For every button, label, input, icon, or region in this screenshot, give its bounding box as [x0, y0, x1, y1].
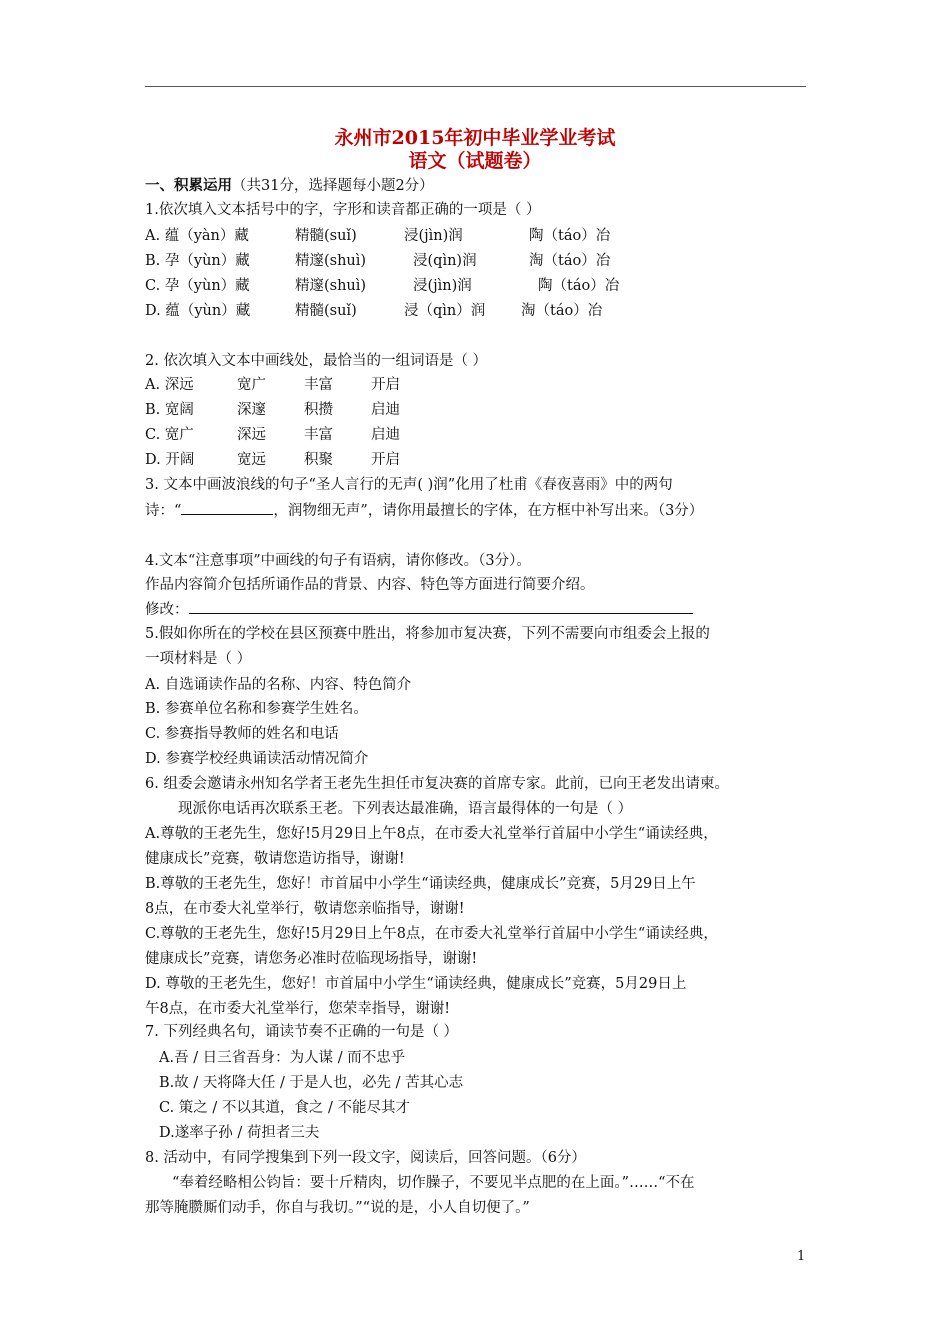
q1-a-4: 陶（táo）冶: [529, 228, 611, 244]
q1-d-4: 淘（táo）冶: [521, 303, 603, 319]
q2-b-2: 深邃: [237, 402, 266, 418]
q4-stem: 4.文本“注意事项”中画线的句子有语病，请你修改。（3分）。: [145, 553, 531, 569]
q1-d-2: 精髓(suǐ): [295, 303, 357, 319]
q2-c-2: 深远: [237, 427, 266, 443]
q3-line-2-pre: 诗：“: [145, 503, 182, 519]
q1-stem: 1.依次填入文本括号中的字，字形和读音都正确的一项是（ ）: [145, 202, 541, 218]
q6-line-c1: C.尊敬的王老先生，您好!5月29日上午8点，在市委大礼堂举行首届中小学生“诵读经典，: [145, 926, 718, 942]
q2-d-2: 宽远: [237, 452, 266, 468]
q2-a-4: 开启: [371, 377, 400, 393]
q2-b-3: 积攒: [304, 402, 333, 418]
header-rule: [145, 86, 806, 87]
q4-sentence: 作品内容简介包括所诵作品的背景、内容、特色等方面进行简要介绍。: [145, 577, 595, 593]
q5-stem-2: 一项材料是（ ）: [145, 651, 252, 667]
q2-c-4: 启迪: [371, 427, 400, 443]
q2-d-3: 积聚: [304, 452, 333, 468]
q1-c-3: 浸(jìn)润: [413, 278, 472, 294]
q1-c-1: C. 孕（yùn）藏: [145, 278, 250, 294]
exam-title: 永州市2015年初中毕业学业考试: [334, 127, 616, 149]
q1-d-3: 浸（qìn）润: [404, 303, 486, 319]
q7-option-b: B.故 / 天将降大任 / 于是人也，必先 / 苦其心志: [159, 1075, 464, 1091]
q5-option-c: C. 参赛指导教师的姓名和电话: [145, 726, 339, 742]
q7-option-c: C. 策之 / 不以其道，食之 / 不能尽其才: [159, 1100, 411, 1116]
q6-line-d1: D. 尊敬的王老先生，您好！市首届中小学生“诵读经典，健康成长”竞赛，5月29日上: [145, 976, 687, 992]
q1-a-2: 精髓(suǐ): [295, 228, 357, 244]
section-1-heading: [145, 176, 434, 196]
q3-answer-blank[interactable]: [181, 500, 273, 515]
q1-b-2: 精邃(shuì): [295, 253, 367, 269]
q1-c-4: 陶（táo）冶: [538, 278, 620, 294]
q3-line-2-post: ，润物细无声”，请你用最擅长的字体，在方框中补写出来。（3分）: [273, 503, 704, 519]
q4-fix-blank[interactable]: [189, 599, 693, 614]
q3-line-2: [145, 500, 703, 521]
q1-c-2: 精邃(shuì): [295, 278, 367, 294]
q2-d-1: D. 开阔: [145, 452, 195, 468]
page-number: 1: [797, 1249, 806, 1264]
q6-line-d2: 午8点，在市委大礼堂举行，您荣幸指导，谢谢!: [145, 1001, 451, 1017]
q8-paragraph-2: 那等腌臜厮们动手，你自与我切。”“说的是，小人自切便了。”: [145, 1200, 530, 1216]
q6-line-a2: 健康成长”竞赛，敬请您造访指导，谢谢!: [145, 851, 405, 867]
q2-a-3: 丰富: [304, 377, 333, 393]
q6-line-b1: B.尊敬的王老先生，您好！市首届中小学生“诵读经典，健康成长”竞赛，5月29日上午: [145, 876, 696, 892]
q8-stem: 8. 活动中，有同学搜集到下列一段文字，阅读后，回答问题。（6分）: [145, 1150, 586, 1166]
q1-a-3: 浸(jìn)润: [404, 228, 463, 244]
q3-line-1: 3. 文本中画波浪线的句子“圣人言行的无声( )润”化用了杜甫《春夜喜雨》中的两句: [145, 477, 673, 493]
q1-b-4: 淘（táo）冶: [529, 253, 611, 269]
q5-option-a: A. 自选诵读作品的名称、内容、特色简介: [145, 677, 412, 693]
q4-fix-line: [145, 599, 693, 620]
q7-option-d: D.遂率子孙 / 荷担者三夫: [159, 1125, 320, 1141]
q7-option-a: A.吾 / 日三省吾身：为人谋 / 而不忠乎: [159, 1050, 406, 1066]
q8-paragraph-1: “奉着经略相公钧旨：要十斤精肉，切作臊子，不要见半点肥的在上面。”……“不在: [172, 1175, 695, 1191]
q2-a-2: 宽广: [237, 377, 266, 393]
q6-stem-2: 现派你电话再次联系王老。下列表达最准确，语言最得体的一句是（ ）: [178, 801, 633, 817]
q2-c-3: 丰富: [304, 427, 333, 443]
q5-stem-1: 5.假如你所在的学校在县区预赛中胜出，将参加市复决赛，下列不需要向市组委会上报的: [145, 626, 710, 642]
exam-subtitle: 语文（试题卷）: [408, 150, 542, 172]
q2-c-1: C. 宽广: [145, 427, 194, 443]
section-1-title: 一、积累运用: [145, 177, 232, 194]
q6-line-b2: 8点，在市委大礼堂举行，敬请您亲临指导，谢谢!: [145, 901, 465, 917]
q1-b-3: 浸(qìn)润: [413, 253, 477, 269]
q2-d-4: 开启: [371, 452, 400, 468]
q1-a-1: A. 蕴（yàn）藏: [145, 228, 249, 244]
q2-a-1: A. 深远: [145, 377, 194, 393]
q7-stem: 7. 下列经典名句，诵读节奏不正确的一句是（ ）: [145, 1024, 459, 1040]
q6-stem-1: 6. 组委会邀请永州知名学者王老先生担任市复决赛的首席专家。此前，已向王老发出请柬。: [145, 776, 729, 792]
q1-b-1: B. 孕（yùn）藏: [145, 253, 250, 269]
q6-line-c2: 健康成长”竞赛，请您务必准时莅临现场指导，谢谢!: [145, 951, 478, 967]
q5-option-b: B. 参赛单位名称和参赛学生姓名。: [145, 701, 368, 717]
q2-b-1: B. 宽阔: [145, 402, 194, 418]
q2-b-4: 启迪: [371, 402, 400, 418]
q2-stem: 2. 依次填入文本中画线处，最恰当的一组词语是（ ）: [145, 353, 488, 369]
q4-fix-label: 修改：: [145, 602, 189, 618]
q5-option-d: D. 参赛学校经典诵读活动情况简介: [145, 751, 369, 767]
q6-line-a1: A.尊敬的王老先生，您好!5月29日上午8点，在市委大礼堂举行首届中小学生“诵读经典，: [145, 826, 718, 842]
section-1-note: （共31分，选择题每小题2分）: [232, 178, 434, 194]
q1-d-1: D. 蕴（yùn）藏: [145, 303, 251, 319]
